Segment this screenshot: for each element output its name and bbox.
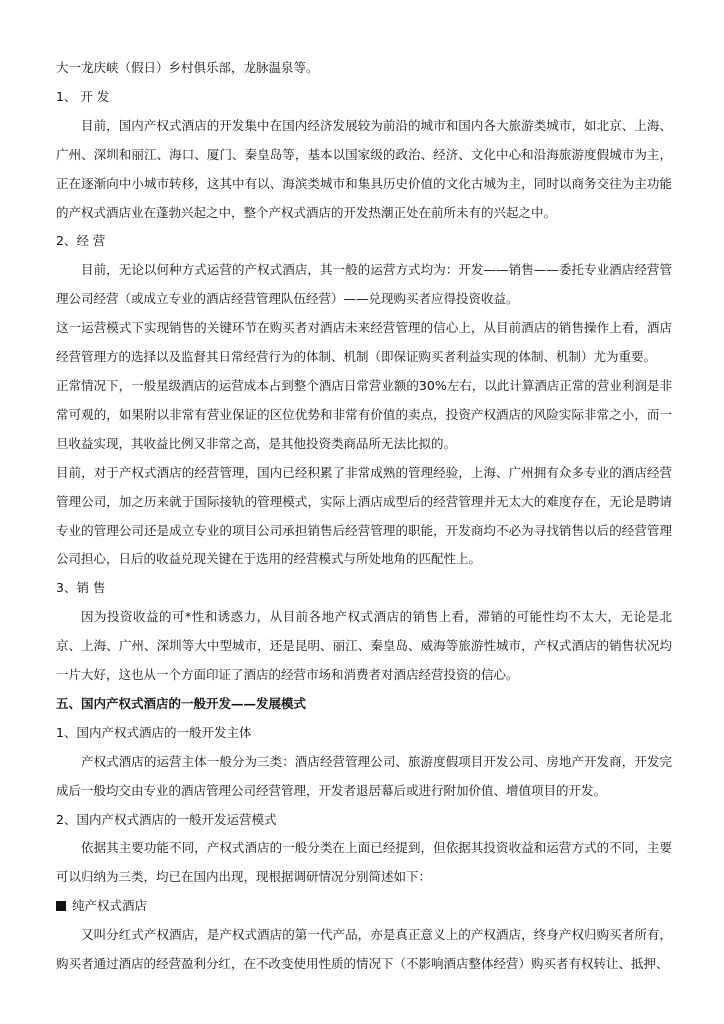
bullet-heading-label: 纯产权式酒店 [72,898,148,914]
paragraph: 依据其主要功能不同，产权式酒店的一般分类在上面已经提到，但依据其投资收益和运营方式的不同，主要可以归纳为三类，均已在国内出现，现根据调研情况分别简述如下： [56,840,672,885]
bullet-heading [56,892,672,921]
chapter-heading: 五、国内产权式酒店的一般开发——发展模式 [56,695,307,711]
paragraph: 正常情况下，一般星级酒店的运营成本占到整个酒店日常营业额的30%左右，以此计算酒店正常的营业利润是非常可观的，如果附以非常有营业保证的区位优势和非常有价值的卖点，投资产权酒店的风险实际非常之小，而一旦收益实现，其收益比例又非常之高，是其他投资类商品所无法比拟的。 [56,377,672,451]
section-heading-subject: 1、国内产权式酒店的一般开发主体 [56,724,252,740]
square-bullet-icon [56,901,66,911]
paragraph: 又叫分红式产权酒店，是产权式酒店的第一代产品，亦是真正意义上的产权酒店，终身产权归购买者所有，购买者通过酒店的经营盈利分红，在不改变使用性质的情况下（不影响酒店整体经营）购买者有权转让、抵押、 [56,927,672,972]
section-heading-development: 1、 开 发 [56,88,110,104]
paragraph: 产权式酒店的运营主体一般分为三类：酒店经营管理公司、旅游度假项目开发公司、房地产开发商，开发完成后一般均交由专业的酒店管理公司经营管理，开发者退居幕后或进行附加价值、增值项目的开发。 [56,753,672,798]
paragraph: 目前，国内产权式酒店的开发集中在国内经济发展较为前沿的城市和国内各大旅游类城市，如北京、上海、广州、深圳和丽江、海口、厦门、秦皇岛等，基本以国家级的政治、经济、文化中心和沿海旅游度假城市为主，正在逐渐向中小城市转移，这其中有以、海滨类城市和集具历史价值的文化古城为主，同时以商务交往为主功能的产权式酒店业在蓬勃兴起之中，整个产权式酒店的开发热潮正处在前所未有的兴起之中。 [56,117,672,220]
paragraph: 大一龙庆峡（假日）乡村俱乐部，龙脉温泉等。 [56,60,319,75]
section-heading-sales: 3、销 售 [56,580,106,596]
document-page [56,54,672,979]
paragraph: 因为投资收益的可*性和诱惑力，从目前各地产权式酒店的销售上看，滞销的可能性均不太大，无论是北京、上海、广州、深圳等大中型城市，还是昆明、丽江、秦皇岛、威海等旅游性城市，产权式酒店的销售状况均一片大好，这也从一个方面印证了酒店的经营市场和消费者对酒店经营投资的信心。 [56,609,672,683]
section-heading-operation: 2、经 营 [56,233,106,249]
section-heading-model: 2、国内产权式酒店的一般开发运营模式 [56,811,277,827]
paragraph: 这一运营模式下实现销售的关键环节在购买者对酒店未来经营管理的信心上，从目前酒店的销售操作上看，酒店经营管理方的选择以及监督其日常经营行为的体制、机制（即保证购买者利益实现的体制、机制）尤为重要。 [56,320,672,365]
paragraph: 目前，无论以何种方式运营的产权式酒店，其一般的运营方式均为：开发——销售——委托专业酒店经营管理公司经营（或成立专业的酒店经营管理队伍经营）——兑现购买者应得投资收益。 [56,262,672,307]
paragraph: 目前，对于产权式酒店的经营管理，国内已经积累了非常成熟的管理经验，上海、广州拥有众多专业的酒店经营管理公司，加之历来就于国际接轨的管理模式，实际上酒店成型后的经营管理并无太大的难度存在，无论是聘请专业的管理公司还是成立专业的项目公司承担销售后经营管理的职能，开发商均不必为寻找销售以后的经营管理公司担心，日后的收益兑现关键在于选用的经营模式与所处地角的匹配性上。 [56,464,672,567]
